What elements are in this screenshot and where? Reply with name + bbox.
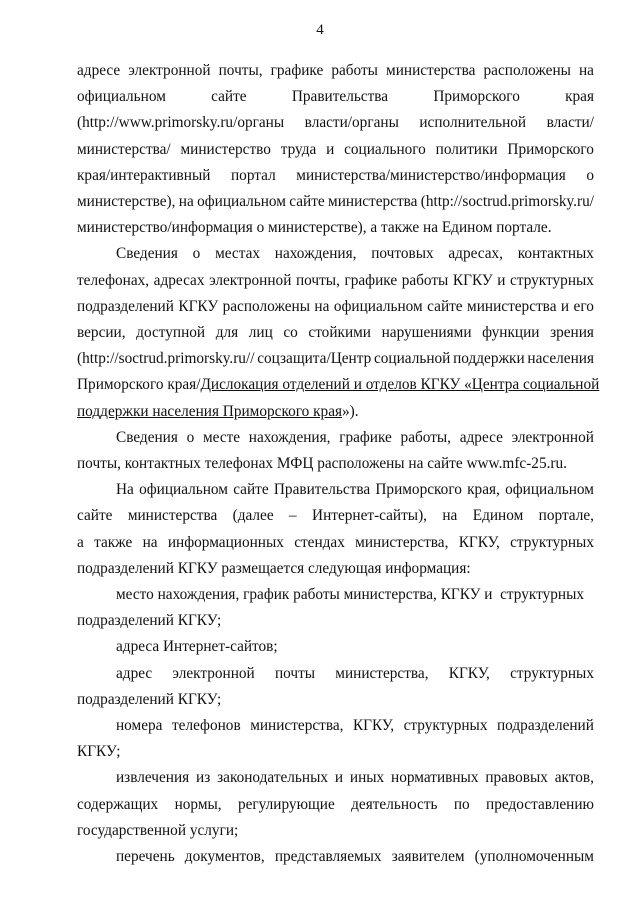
- word: представляемых: [274, 848, 382, 865]
- word: »).: [342, 402, 359, 420]
- word: портал: [231, 166, 276, 184]
- word: социального: [344, 140, 426, 158]
- word: КГКУ;: [77, 743, 121, 761]
- word: адресе: [77, 62, 121, 79]
- word: власти/органы: [304, 114, 399, 132]
- word: (http://soctrud.primorsky.ru/: [420, 193, 594, 210]
- link-text[interactable]: поддержки населения Приморского края: [77, 402, 343, 420]
- word: для: [215, 324, 239, 341]
- word: (http://www.primorsky.ru/органы: [77, 114, 285, 132]
- word: сайте: [77, 507, 113, 525]
- word: на: [314, 297, 330, 315]
- word: нахождения,: [274, 245, 357, 263]
- word: сайте: [211, 88, 247, 106]
- word: адресе: [459, 428, 503, 446]
- word: министерства: [467, 297, 557, 315]
- word: заявителем: [391, 848, 465, 865]
- word: и: [326, 140, 335, 158]
- word: министерства/: [77, 140, 171, 158]
- word: почты,: [295, 271, 340, 289]
- word: нормативных: [391, 769, 479, 787]
- word: министерства: [328, 193, 418, 210]
- text-line: [77, 532, 594, 554]
- word: официальном: [505, 481, 594, 499]
- word: телефонах,: [77, 271, 150, 289]
- word: на: [142, 533, 158, 551]
- text-line: [77, 165, 594, 187]
- word: КГКУ,: [352, 717, 395, 734]
- word: документов,: [184, 848, 265, 865]
- word: официальном: [139, 481, 228, 499]
- word: подразделений КГКУ размещается следующая информация:: [77, 559, 471, 577]
- text-line: [77, 112, 594, 134]
- word: края/интерактивный: [77, 166, 211, 184]
- text-line: [77, 348, 594, 370]
- word: контактных: [517, 245, 594, 263]
- word: извлечения: [116, 769, 190, 787]
- word: (http://soctrud.primorsky.ru//: [77, 350, 255, 368]
- text-line: [77, 322, 594, 344]
- word: министерство: [180, 140, 271, 158]
- text-line: [77, 689, 594, 711]
- word: министерства: [386, 62, 476, 79]
- word: работы,: [400, 428, 452, 446]
- word: труда: [280, 140, 317, 158]
- word: телефонов: [171, 717, 241, 734]
- word: о: [192, 245, 201, 263]
- word: стойкими: [308, 324, 371, 341]
- word: регулирующие: [237, 795, 335, 813]
- word: официальном: [77, 88, 166, 106]
- text-line: [116, 427, 594, 449]
- word: зрения: [550, 324, 594, 341]
- word: содержащих: [77, 795, 159, 813]
- word: о: [586, 166, 594, 184]
- word: нарушениями: [381, 324, 472, 341]
- word: место нахождения, график работы министерства, КГКУ и структурных: [116, 586, 585, 603]
- word: министерства/министерство/информация: [296, 166, 566, 184]
- word: доступной: [136, 324, 206, 341]
- word: структурных: [510, 533, 594, 551]
- text-line: [116, 767, 594, 789]
- text-line: [116, 846, 594, 868]
- word: На: [116, 481, 134, 499]
- word: электронной: [209, 271, 292, 289]
- text-line: [77, 741, 594, 763]
- word: Едином: [472, 507, 524, 525]
- text-line: [77, 794, 594, 816]
- word: –: [289, 507, 297, 525]
- text-line: [77, 86, 594, 108]
- word: Приморского: [433, 88, 520, 106]
- word: и: [560, 297, 570, 315]
- word: министерстве),: [77, 193, 176, 210]
- word: социальной: [373, 350, 451, 368]
- word: местах: [215, 245, 261, 263]
- word: графике: [344, 271, 398, 289]
- word: со: [283, 324, 298, 341]
- text-line: [116, 663, 594, 685]
- word: и: [334, 769, 344, 787]
- word: Правительства: [273, 481, 371, 499]
- word: правовых: [485, 769, 548, 787]
- word: структурных: [510, 664, 594, 682]
- word: лиц: [248, 324, 273, 341]
- word: месте: [202, 428, 241, 446]
- word: министерства,: [250, 717, 344, 734]
- text-line: [77, 558, 594, 580]
- word: нахождения,: [248, 428, 331, 446]
- text-line: [116, 584, 594, 606]
- word: министерство/информация о министерстве), а также на Едином портале.: [77, 219, 552, 237]
- word: версии,: [77, 324, 126, 341]
- text-line: [116, 243, 594, 265]
- word: деятельность: [351, 795, 438, 813]
- text-line: [77, 610, 594, 632]
- text-line: [77, 820, 594, 842]
- word: министерства: [127, 507, 218, 525]
- word: расположены: [222, 297, 310, 315]
- word: Интернет-сайты),: [312, 507, 427, 525]
- word: расположены: [483, 62, 571, 79]
- word: о: [186, 428, 195, 446]
- text-line: [77, 217, 594, 239]
- word: Сведения: [116, 245, 178, 263]
- word: сайте: [233, 481, 269, 499]
- word: информационных: [167, 533, 284, 551]
- link-text[interactable]: Дислокация отделений и отделов КГКУ «Центра социальной: [200, 376, 600, 394]
- word: работы: [331, 62, 378, 79]
- word: номера: [116, 717, 163, 734]
- word: почтовых: [371, 245, 434, 263]
- word: адресах: [153, 271, 205, 289]
- text-line: [77, 505, 594, 527]
- text-line: [77, 296, 594, 318]
- word: сайте: [427, 297, 463, 315]
- word: власти/: [546, 114, 594, 132]
- word: официальном: [333, 297, 423, 315]
- word: предоставлению: [486, 795, 594, 813]
- word: и: [497, 271, 506, 289]
- word: КГКУ: [452, 271, 493, 289]
- word: структурных: [510, 271, 594, 289]
- word: государственной услуги;: [77, 821, 239, 839]
- word: перечень: [116, 848, 175, 865]
- word: адрес: [116, 664, 153, 682]
- word: электронной: [128, 62, 211, 79]
- word: структурных: [403, 717, 488, 734]
- text-line: [116, 479, 594, 501]
- word: края,: [467, 481, 500, 499]
- text-line: [116, 636, 594, 658]
- word: нормы,: [174, 795, 222, 813]
- word: подразделений: [497, 717, 594, 734]
- word: министерства,: [355, 533, 449, 551]
- word: Правительства: [291, 88, 389, 106]
- word: законодательных: [217, 769, 329, 787]
- word: также: [94, 533, 133, 551]
- text-line: [77, 139, 594, 161]
- word: Приморского: [507, 140, 594, 158]
- word: актов,: [554, 769, 594, 787]
- word: Приморского края/: [77, 376, 201, 394]
- word: КГКУ: [178, 297, 219, 315]
- word: Сведения: [116, 428, 178, 446]
- word: работы: [401, 271, 449, 289]
- word: официальном: [197, 193, 286, 210]
- text-line: [77, 60, 594, 82]
- word: населения: [527, 350, 594, 368]
- word: на: [578, 62, 594, 79]
- word: на: [178, 193, 194, 210]
- word: почты, контактных телефонах МФЦ расположены на сайте www.mfc-25.ru.: [77, 455, 567, 472]
- text-line: [77, 401, 594, 423]
- word: стендах: [294, 533, 345, 551]
- word: министерства,: [335, 664, 429, 682]
- text-line: [116, 715, 594, 737]
- word: КГКУ,: [448, 664, 490, 682]
- text-line: [77, 191, 594, 213]
- word: из: [196, 769, 211, 787]
- word: функции: [482, 324, 540, 341]
- word: соцзащита/Центр: [257, 350, 372, 368]
- text-line: [77, 374, 600, 396]
- word: а: [77, 533, 84, 551]
- word: политики: [435, 140, 498, 158]
- word: (уполномоченным: [474, 848, 594, 865]
- word: по: [453, 795, 470, 813]
- word: подразделений КГКУ;: [77, 690, 222, 708]
- word: Приморского: [375, 481, 462, 499]
- word: почты: [274, 664, 316, 682]
- word: на: [442, 507, 458, 525]
- text-line: [77, 270, 594, 292]
- word: электронной: [172, 664, 255, 682]
- word: края: [565, 88, 594, 106]
- word: сайте: [289, 193, 325, 210]
- page-number: 4: [316, 22, 324, 38]
- word: (далее: [232, 507, 274, 525]
- word: подразделений: [77, 297, 174, 315]
- word: КГКУ,: [458, 533, 500, 551]
- word: подразделений КГКУ;: [77, 612, 222, 630]
- word: его: [573, 297, 594, 315]
- word: адресах,: [448, 245, 504, 263]
- word: адреса Интернет-сайтов;: [116, 638, 278, 656]
- word: графике: [339, 428, 392, 446]
- word: портале,: [538, 507, 594, 525]
- text-line: [77, 453, 594, 475]
- word: исполнительной: [419, 114, 527, 132]
- word: поддержки: [453, 350, 525, 368]
- word: графике: [270, 62, 324, 79]
- word: электронной: [511, 428, 594, 446]
- word: иных: [349, 769, 385, 787]
- word: почты,: [218, 62, 263, 79]
